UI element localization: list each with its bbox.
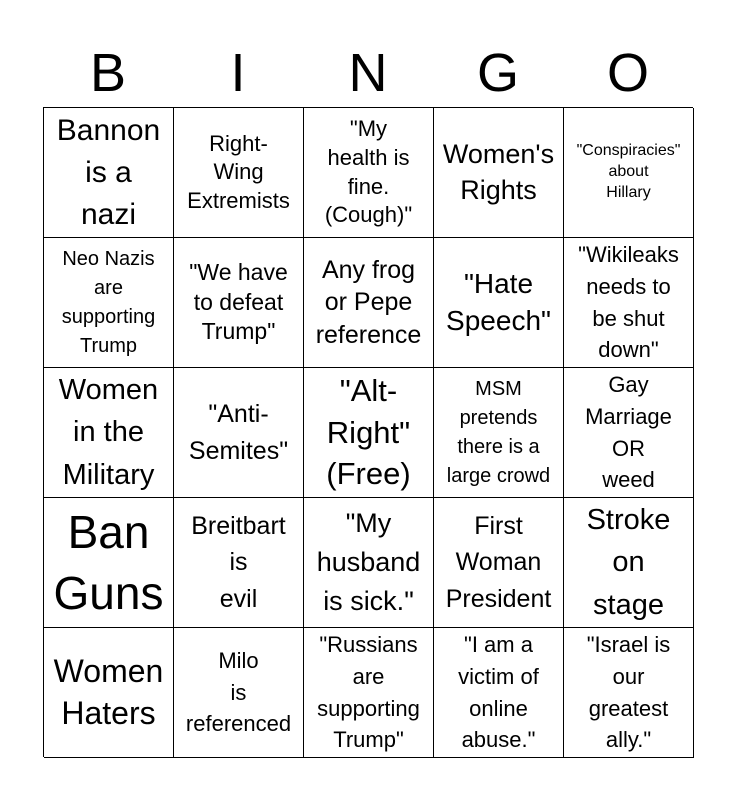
bingo-cell-n4[interactable]: "My husband is sick.": [304, 498, 434, 628]
bingo-cell-b4[interactable]: Ban Guns: [44, 498, 174, 628]
bingo-cell-n3[interactable]: "Alt- Right" (Free): [304, 368, 434, 498]
bingo-cell-g2[interactable]: "Hate Speech": [434, 238, 564, 368]
bingo-cell-o1[interactable]: "Conspiracies" about Hillary: [564, 108, 694, 238]
bingo-cell-i3[interactable]: "Anti- Semites": [174, 368, 304, 498]
bingo-cell-g4[interactable]: First Woman President: [434, 498, 564, 628]
bingo-grid: [43, 107, 693, 757]
bingo-cell-o5[interactable]: "Israel is our greatest ally.": [564, 628, 694, 758]
bingo-cell-b3[interactable]: Women in the Military: [44, 368, 174, 498]
bingo-cell-o2[interactable]: "Wikileaks needs to be shut down": [564, 238, 694, 368]
bingo-cell-b2[interactable]: Neo Nazis are supporting Trump: [44, 238, 174, 368]
bingo-cell-g5[interactable]: "I am a victim of online abuse.": [434, 628, 564, 758]
bingo-cell-g1[interactable]: Women's Rights: [434, 108, 564, 238]
bingo-cell-i5[interactable]: Milo is referenced: [174, 628, 304, 758]
header-letter-o: O: [606, 43, 649, 103]
bingo-cell-o4[interactable]: Stroke on stage: [564, 498, 694, 628]
bingo-cell-b1[interactable]: Bannon is a nazi: [44, 108, 174, 238]
header-letter-b: B: [89, 43, 127, 103]
bingo-cell-n1[interactable]: "My health is fine. (Cough)": [304, 108, 434, 238]
bingo-cell-n5[interactable]: "Russians are supporting Trump": [304, 628, 434, 758]
bingo-header: [43, 40, 693, 106]
bingo-cell-o3[interactable]: Gay Marriage OR weed: [564, 368, 694, 498]
header-letter-i: I: [230, 43, 246, 103]
bingo-cell-i2[interactable]: "We have to defeat Trump": [174, 238, 304, 368]
bingo-cell-g3[interactable]: MSM pretends there is a large crowd: [434, 368, 564, 498]
bingo-cell-n2[interactable]: Any frog or Pepe reference: [304, 238, 434, 368]
bingo-cell-i4[interactable]: Breitbart is evil: [174, 498, 304, 628]
bingo-cell-i1[interactable]: Right- Wing Extremists: [174, 108, 304, 238]
header-letter-n: N: [348, 43, 388, 103]
bingo-cell-b5[interactable]: Women Haters: [44, 628, 174, 758]
header-letter-g: G: [476, 43, 519, 103]
